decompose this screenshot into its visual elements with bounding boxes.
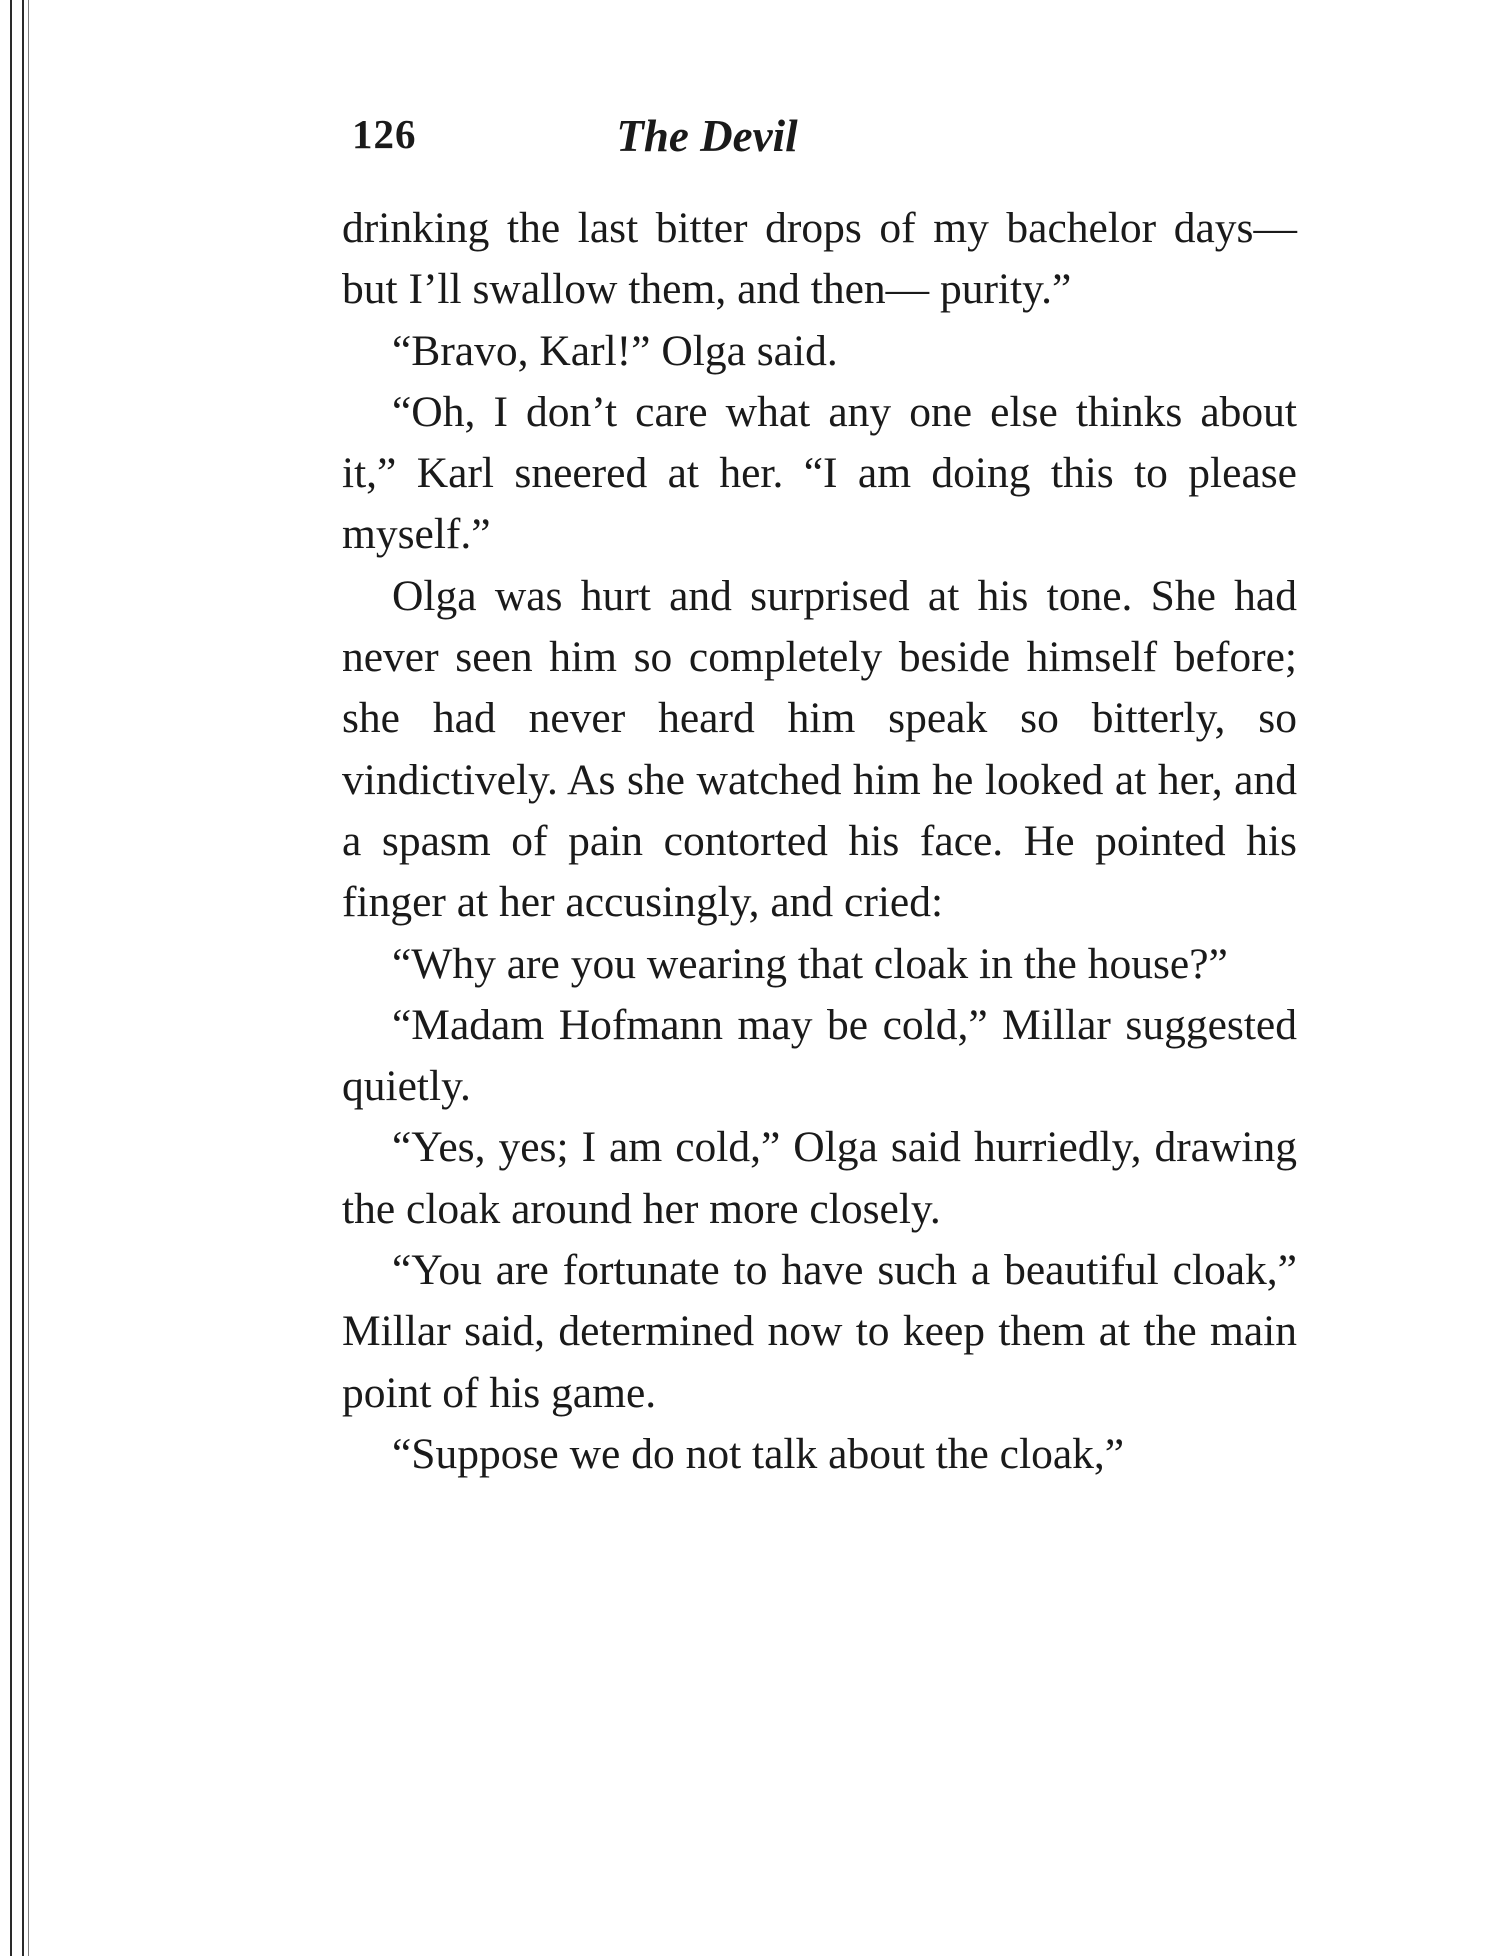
gutter-rule	[28, 0, 29, 1956]
paragraph: “Yes, yes; I am cold,” Olga said hurriedly, drawing the cloak around her more closely.	[342, 1123, 1297, 1233]
paragraph: “Madam Hofmann may be cold,” Millar suggested quietly.	[342, 1000, 1297, 1111]
gutter-rule	[10, 0, 12, 1956]
paragraph: drinking the last bitter drops of my bachelor days—but I’ll swallow them, and then— purity.”	[342, 204, 1297, 314]
paragraph: “Why are you wearing that cloak in the house?”	[392, 939, 1228, 988]
binding-gutter	[0, 0, 34, 1956]
gutter-rule	[22, 0, 24, 1956]
page-number: 126	[352, 111, 417, 157]
running-head	[352, 110, 1302, 170]
paragraph: Olga was hurt and surprised at his tone. She had never seen him so completely beside himself before; she had never heard him speak so bitterly, so vindictively. As she watched him he looked at her, and a spasm of pain contorted his face. He pointed his finger at her accusingly, and cried:	[342, 571, 1297, 927]
running-title: The Devil	[616, 111, 798, 161]
paragraph: “Bravo, Karl!” Olga said.	[392, 326, 838, 375]
body-text	[342, 198, 1297, 1485]
paragraph: “Oh, I don’t care what any one else thinks about it,” Karl sneered at her. “I am doing this to please myself.”	[342, 387, 1297, 559]
paragraph: “You are fortunate to have such a beautiful cloak,” Millar said, determined now to keep them at the main point of his game.	[342, 1246, 1297, 1417]
paragraph: “Suppose we do not talk about the cloak,”	[392, 1429, 1125, 1478]
